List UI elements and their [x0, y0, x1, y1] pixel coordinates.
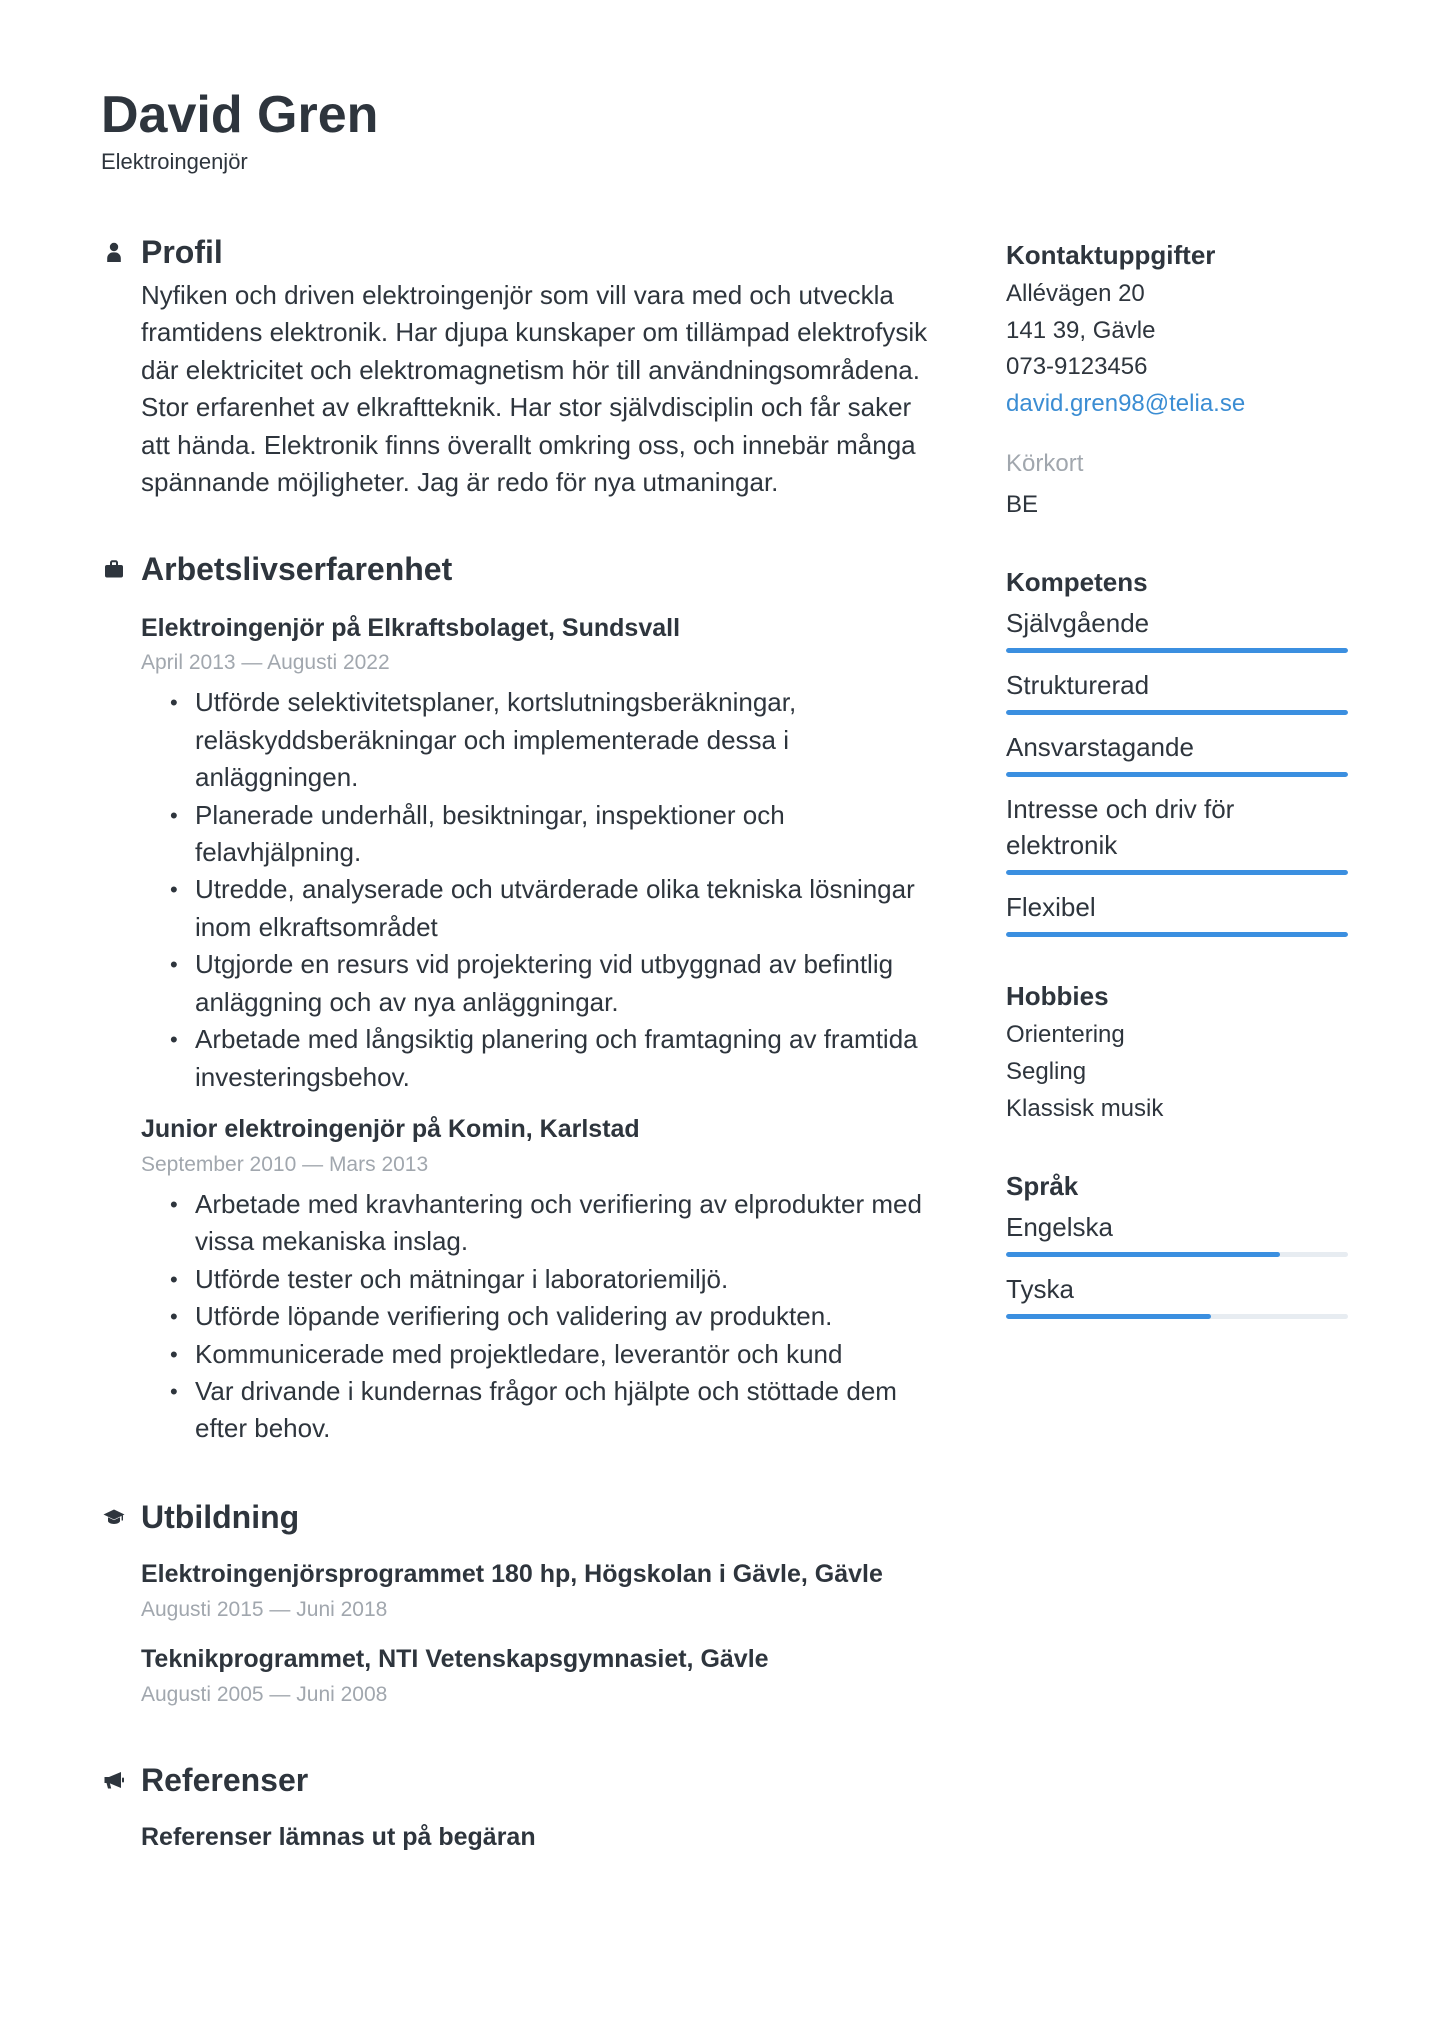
- contact-block: [1006, 240, 1348, 523]
- job-title: Elektroingenjör: [101, 149, 248, 174]
- languages-block: [1006, 1171, 1348, 1319]
- education-entry-title: Teknikprogrammet, NTI Vetenskapsgymnasiet, Gävle: [141, 1644, 769, 1673]
- experience-heading: [141, 549, 947, 589]
- language-level-fill: [1006, 1314, 1211, 1319]
- bullet-item: • Arbetade med långsiktig planering och framtagning av framtida investeringsbehov.: [195, 1021, 947, 1096]
- skill-item: [1006, 605, 1348, 653]
- contact-details: [1006, 276, 1348, 423]
- skills-heading: Kompetens: [1006, 567, 1148, 598]
- hobbies-block: [1006, 981, 1348, 1127]
- skill-level-fill: [1006, 710, 1348, 715]
- graduation-cap-icon: [103, 1506, 125, 1528]
- language-name: Engelska: [1006, 1212, 1113, 1243]
- experience-heading-label: Arbetslivserfarenhet: [141, 551, 453, 588]
- skill-item: [1006, 889, 1348, 937]
- references-section: [141, 1760, 947, 1853]
- contact-address: Allévägen 20: [1006, 280, 1145, 307]
- skill-level-fill: [1006, 772, 1348, 777]
- job-entry-title: Junior elektroingenjör på Komin, Karlstad: [141, 1114, 640, 1143]
- education-heading: [141, 1497, 947, 1537]
- experience-section: [141, 549, 947, 1447]
- skill-level-fill: [1006, 870, 1348, 875]
- skill-level-bar: [1006, 870, 1348, 875]
- license-label: Körkort: [1006, 449, 1084, 477]
- bullet-item: • Kommunicerade med projektledare, leverantör och kund: [195, 1336, 947, 1373]
- education-entry-title: Elektroingenjörsprogrammet 180 hp, Högskolan i Gävle, Gävle: [141, 1559, 883, 1588]
- bullet-item: • Utredde, analyserade och utvärderade olika tekniska lösningar inom elkraftsområdet: [195, 871, 947, 946]
- skill-name: Intresse och driv för elektronik: [1006, 794, 1235, 861]
- profile-section: [141, 232, 947, 501]
- bullet-item: • Utförde selektivitetsplaner, kortslutningsberäkningar, reläskyddsberäkningar och implementerade dessa i anläggningen.: [195, 684, 947, 796]
- skill-level-bar: [1006, 932, 1348, 937]
- job-entry-dates: September 2010 — Mars 2013: [141, 1152, 429, 1176]
- job-entry-dates: April 2013 — Augusti 2022: [141, 651, 390, 675]
- job-entry-title: Elektroingenjör på Elkraftsbolaget, Sundsvall: [141, 614, 681, 643]
- skill-level-bar: [1006, 648, 1348, 653]
- main-column: [141, 232, 947, 1853]
- education-entry-dates: Augusti 2015 — Juni 2018: [141, 1597, 388, 1621]
- bullet-item: • Arbetade med kravhantering och verifiering av elprodukter med vissa mekaniska inslag.: [195, 1186, 947, 1261]
- language-item: [1006, 1271, 1348, 1319]
- education-section: [141, 1497, 947, 1708]
- sidebar: [1006, 240, 1348, 1319]
- skill-name: Ansvarstagande: [1006, 732, 1194, 763]
- job-entry: [141, 612, 947, 1095]
- hobby-item: Klassisk musik: [1006, 1094, 1164, 1122]
- profile-heading-label: Profil: [141, 234, 223, 270]
- contact-city: 141 39, Gävle: [1006, 316, 1156, 344]
- references-text: Referenser lämnas ut på begäran: [141, 1822, 536, 1851]
- hobby-item: Orientering: [1006, 1021, 1125, 1049]
- bullet-item: • Planerade underhåll, besiktningar, inspektioner och felavhjälpning.: [195, 797, 947, 872]
- hobbies-list: [1006, 1017, 1348, 1127]
- hobby-item: Segling: [1006, 1057, 1087, 1085]
- education-heading-label: Utbildning: [141, 1498, 300, 1535]
- job-entry-bullets: [141, 1186, 947, 1448]
- skill-name: Självgående: [1006, 608, 1150, 639]
- skill-item: [1006, 667, 1348, 715]
- person-name: David Gren: [101, 86, 379, 144]
- license-value: BE: [1006, 490, 1039, 518]
- language-level-bar: [1006, 1252, 1348, 1257]
- skill-item: [1006, 791, 1348, 875]
- contact-heading: Kontaktuppgifter: [1006, 240, 1216, 270]
- profile-heading: [141, 232, 947, 272]
- bullet-item: • Utförde löpande verifiering och validering av produkten.: [195, 1298, 947, 1335]
- contact-phone: 073-9123456: [1006, 353, 1148, 381]
- bullet-item: • Utgjorde en resurs vid projektering vid utbyggnad av befintlig anläggning och av nya anläggningar.: [195, 946, 947, 1021]
- skill-level-fill: [1006, 932, 1348, 937]
- bullet-item: • Var drivande i kundernas frågor och hjälpte och stöttade dem efter behov.: [195, 1373, 947, 1448]
- languages-heading: Språk: [1006, 1171, 1079, 1202]
- resume-header: [101, 85, 378, 175]
- language-level-bar: [1006, 1314, 1348, 1319]
- job-entry: [141, 1113, 947, 1448]
- education-entry: [141, 1643, 947, 1708]
- references-heading-label: Referenser: [141, 1761, 309, 1798]
- language-item: [1006, 1209, 1348, 1257]
- job-entry-bullets: [141, 684, 947, 1095]
- skill-level-bar: [1006, 710, 1348, 715]
- skill-item: [1006, 729, 1348, 777]
- briefcase-icon: [103, 558, 125, 580]
- skills-block: [1006, 567, 1348, 937]
- skill-level-fill: [1006, 648, 1348, 653]
- user-icon: [103, 241, 125, 263]
- hobbies-heading: Hobbies: [1006, 981, 1109, 1012]
- references-heading: [141, 1760, 947, 1800]
- profile-text: Nyfiken och driven elektroingenjör som vill vara med och utveckla framtidens elektronik. Har djupa kunskaper om tillämpad elektrofysik där elektricitet och elektromagnetism hör till användningsområdena. Stor erfarenhet av elkraftteknik. Har stor självdisciplin och får saker att hända. Elektronik finns överallt omkring oss, och innebär många spännande möjligheter. Jag är redo för nya utmaningar.: [141, 280, 928, 498]
- megaphone-icon: [103, 1769, 125, 1791]
- education-entry: [141, 1558, 947, 1623]
- language-name: Tyska: [1006, 1274, 1074, 1305]
- education-entry-dates: Augusti 2005 — Juni 2008: [141, 1682, 388, 1706]
- bullet-item: • Utförde tester och mätningar i laboratoriemiljö.: [195, 1261, 947, 1298]
- skill-level-bar: [1006, 772, 1348, 777]
- skill-name: Flexibel: [1006, 892, 1096, 923]
- language-level-fill: [1006, 1252, 1280, 1257]
- contact-email-link[interactable]: david.gren98@telia.se: [1006, 390, 1246, 418]
- skill-name: Strukturerad: [1006, 670, 1150, 701]
